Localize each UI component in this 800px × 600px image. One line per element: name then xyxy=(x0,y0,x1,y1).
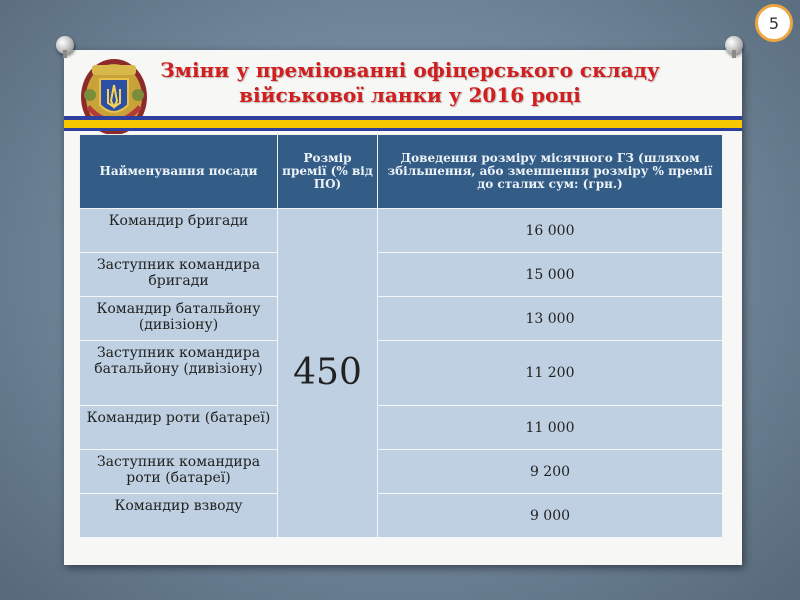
amount-cell: 15 000 xyxy=(378,253,723,297)
amount-cell: 9 000 xyxy=(378,494,723,538)
slide-title xyxy=(155,58,665,108)
table-row xyxy=(80,209,723,253)
slide-number: 5 xyxy=(768,13,780,33)
flag-stripe-yellow xyxy=(64,120,742,128)
table-row xyxy=(80,406,723,450)
amount-cell: 11 000 xyxy=(378,406,723,450)
slide-title-line1: Зміни у преміюванні офіцерського складу xyxy=(160,58,660,82)
header-bonus: Розмір премії (% від ПО) xyxy=(278,135,378,209)
pin-right-icon xyxy=(725,36,743,54)
header-adjustment: Доведення розміру місячного ГЗ (шляхом збільшення, або зменшення розміру % премії до сталих сум: (грн.) xyxy=(378,135,723,209)
position-cell: Заступник командира батальйону (дивізіону) xyxy=(80,341,278,406)
position-cell: Заступник командира роти (батареї) xyxy=(80,450,278,494)
flag-stripe-blue-bottom xyxy=(64,128,742,131)
table-row xyxy=(80,494,723,538)
slide-number-badge xyxy=(755,4,793,42)
bonus-value-cell: 450 xyxy=(278,209,378,538)
position-cell: Заступник командира бригади xyxy=(80,253,278,297)
amount-cell: 13 000 xyxy=(378,297,723,341)
position-cell: Командир бригади xyxy=(80,209,278,253)
position-cell: Командир батальйону (дивізіону) xyxy=(80,297,278,341)
amount-cell: 11 200 xyxy=(378,341,723,406)
bonus-table xyxy=(79,134,723,538)
slide-title-line2: військової ланки у 2016 році xyxy=(239,83,581,107)
table-row xyxy=(80,450,723,494)
position-cell: Командир роти (батареї) xyxy=(80,406,278,450)
pin-left-icon xyxy=(56,36,74,54)
position-cell: Командир взводу xyxy=(80,494,278,538)
amount-cell: 16 000 xyxy=(378,209,723,253)
table-row xyxy=(80,297,723,341)
table-row xyxy=(80,341,723,406)
header-position: Найменування посади xyxy=(80,135,278,209)
amount-cell: 9 200 xyxy=(378,450,723,494)
table-row xyxy=(80,253,723,297)
